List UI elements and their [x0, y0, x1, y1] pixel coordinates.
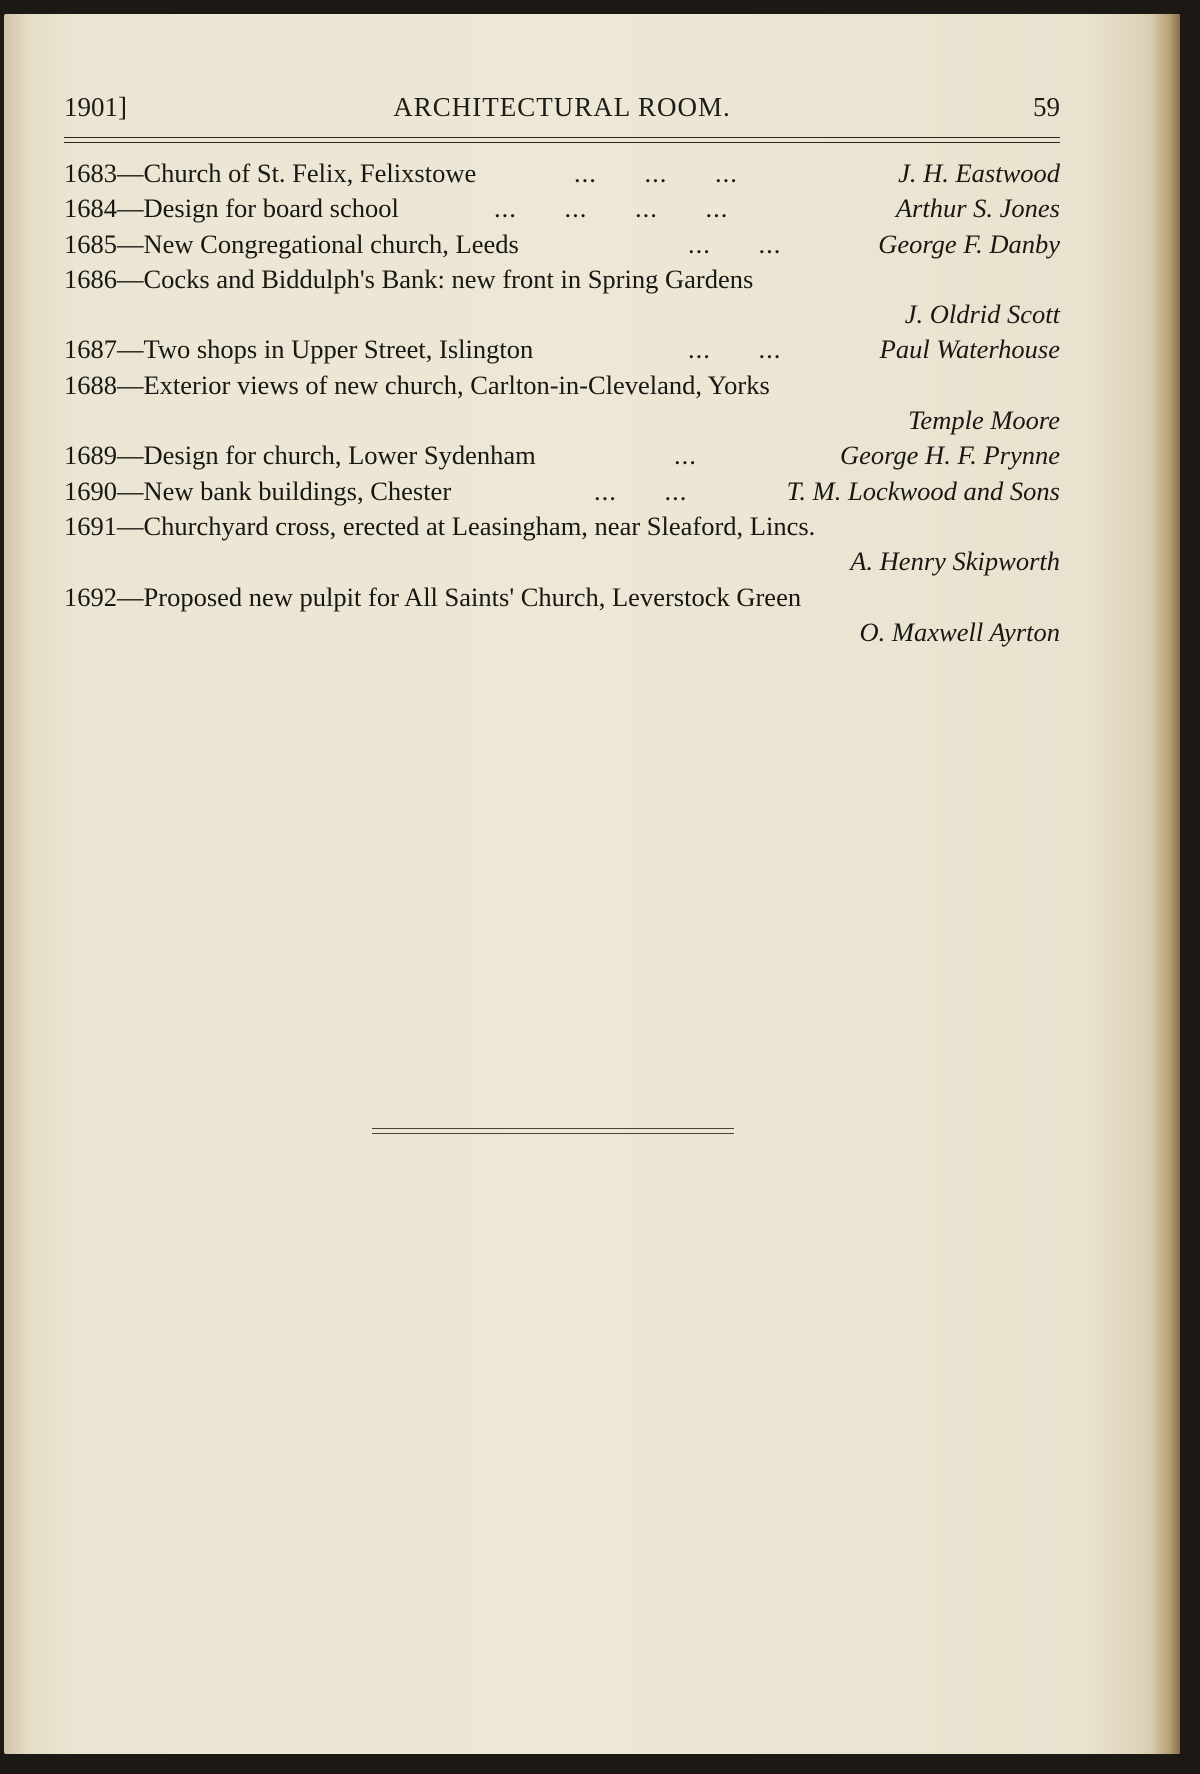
entry-architect: Temple Moore — [908, 405, 1060, 436]
entry-title: Churchyard cross, erected at Leasingham, near Sleaford, Lincs. — [143, 510, 816, 541]
entry-1691 — [64, 509, 1060, 544]
entry-number: 1689 — [64, 440, 117, 471]
entry-architect: George H. F. Prynne — [839, 440, 1060, 471]
entry-number: 1690 — [64, 475, 117, 506]
leader-dots: ... ... — [688, 228, 782, 259]
entry-1685 — [64, 227, 1060, 262]
entry-architect: Arthur S. Jones — [895, 193, 1060, 224]
entry-1692 — [64, 580, 1060, 615]
leader-dots: ... ... ... ... — [494, 193, 729, 224]
entry-separator: — — [117, 440, 144, 471]
entry-number: 1685 — [64, 228, 117, 259]
header-rule — [64, 137, 1060, 143]
entry-number: 1684 — [64, 193, 117, 224]
leader-dots: ... — [674, 440, 697, 471]
entry-title: Cocks and Biddulph's Bank: new front in Spring Gardens — [143, 263, 754, 294]
header-title: ARCHITECTURAL ROOM. — [393, 92, 731, 122]
entry-1683 — [64, 156, 1060, 191]
entry-number: 1691 — [64, 510, 117, 541]
entry-title: Design for board school — [143, 193, 399, 224]
entry-1686-architect-line — [64, 297, 1060, 332]
entry-1687 — [64, 332, 1060, 367]
entry-1692-architect-line — [64, 615, 1060, 650]
entry-separator: — — [117, 228, 144, 259]
entry-1684 — [64, 191, 1060, 226]
entry-1688-architect-line — [64, 403, 1060, 438]
leader-dots: ... ... ... — [574, 158, 738, 188]
entry-1689 — [64, 438, 1060, 473]
entry-title: Design for church, Lower Sydenham — [143, 440, 536, 471]
entry-number: 1683 — [64, 158, 117, 188]
entry-number: 1688 — [64, 369, 117, 400]
entry-1688 — [64, 368, 1060, 403]
page-edge-shadow — [1150, 14, 1180, 1754]
entry-title: Exterior views of new church, Carlton-in-Cleveland, Yorks — [143, 369, 770, 400]
end-rule — [372, 1128, 734, 1134]
entry-separator: — — [117, 263, 144, 294]
entry-separator: — — [117, 510, 144, 541]
entry-separator: — — [117, 334, 144, 365]
entry-title: New Congregational church, Leeds — [143, 228, 519, 259]
entry-architect: George F. Danby — [878, 228, 1060, 259]
entry-title: Church of St. Felix, Felixstowe — [143, 158, 477, 188]
entry-number: 1687 — [64, 334, 117, 365]
entry-architect: T. M. Lockwood and Sons — [786, 475, 1060, 506]
page-number: 59 — [1033, 92, 1060, 122]
leader-dots: ... ... — [594, 475, 688, 506]
entry-separator: — — [117, 193, 144, 224]
entry-architect: O. Maxwell Ayrton — [859, 616, 1060, 647]
entry-title: Two shops in Upper Street, Islington — [143, 334, 534, 365]
entry-separator: — — [117, 581, 144, 612]
entry-1690 — [64, 474, 1060, 509]
entry-title: Proposed new pulpit for All Saints' Church, Leverstock Green — [143, 581, 802, 612]
entry-1691-architect-line — [64, 544, 1060, 579]
entry-title: New bank buildings, Chester — [143, 475, 452, 506]
entry-architect: A. Henry Skipworth — [850, 546, 1060, 577]
entry-1686 — [64, 262, 1060, 297]
entry-separator: — — [117, 369, 144, 400]
entry-architect: J. Oldrid Scott — [904, 299, 1060, 330]
running-head — [64, 92, 1060, 126]
entry-separator: — — [117, 475, 144, 506]
header-year: 1901] — [64, 92, 127, 122]
entry-number: 1686 — [64, 263, 117, 294]
catalogue-entries — [64, 156, 1060, 650]
entry-separator: — — [117, 158, 144, 188]
entry-number: 1692 — [64, 581, 117, 612]
leader-dots: ... ... — [688, 334, 782, 365]
entry-architect: Paul Waterhouse — [879, 334, 1060, 365]
entry-architect: J. H. Eastwood — [898, 158, 1060, 188]
